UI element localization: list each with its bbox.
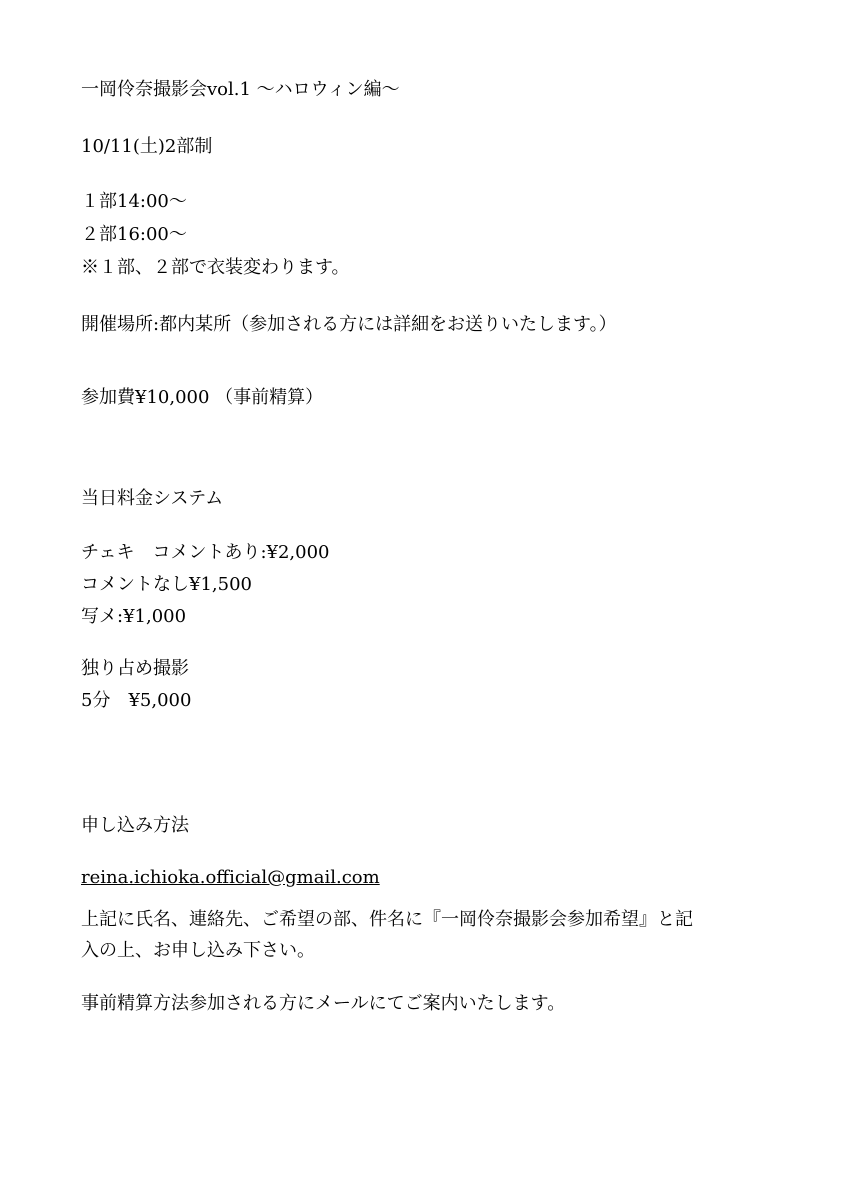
event-date: 10/11(土)2部制 [81,136,213,157]
cheki-with-comment-price: チェキ コメントあり:¥2,000 [81,542,330,563]
photo-price: 写メ:¥1,000 [81,606,187,627]
contact-email-link[interactable]: reina.ichioka.official@gmail.com [81,867,380,888]
venue-info: 開催場所:都内某所（参加される方には詳細をお送りいたします。） [81,314,617,335]
pricing-heading: 当日料金システム [81,488,224,509]
application-instructions-line2: 入の上、お申し込み下さい。 [81,940,315,961]
participation-fee: 参加費¥10,000 （事前精算） [81,387,324,408]
part1-time: １部14:00〜 [81,191,187,212]
event-title: 一岡伶奈撮影会vol.1 〜ハロウィン編〜 [81,79,400,100]
part2-time: ２部16:00〜 [81,224,187,245]
payment-note: 事前精算方法参加される方にメールにてご案内いたします。 [81,993,566,1014]
application-heading: 申し込み方法 [81,815,189,836]
solo-shoot-heading: 独り占め撮影 [81,658,189,679]
solo-shoot-price: 5分 ¥5,000 [81,690,192,711]
costume-note: ※１部、２部で衣装変わります。 [81,257,350,278]
cheki-no-comment-price: コメントなし¥1,500 [81,574,252,595]
application-instructions-line1: 上記に氏名、連絡先、ご希望の部、件名に『一岡伶奈撮影会参加希望』と記 [81,909,693,930]
